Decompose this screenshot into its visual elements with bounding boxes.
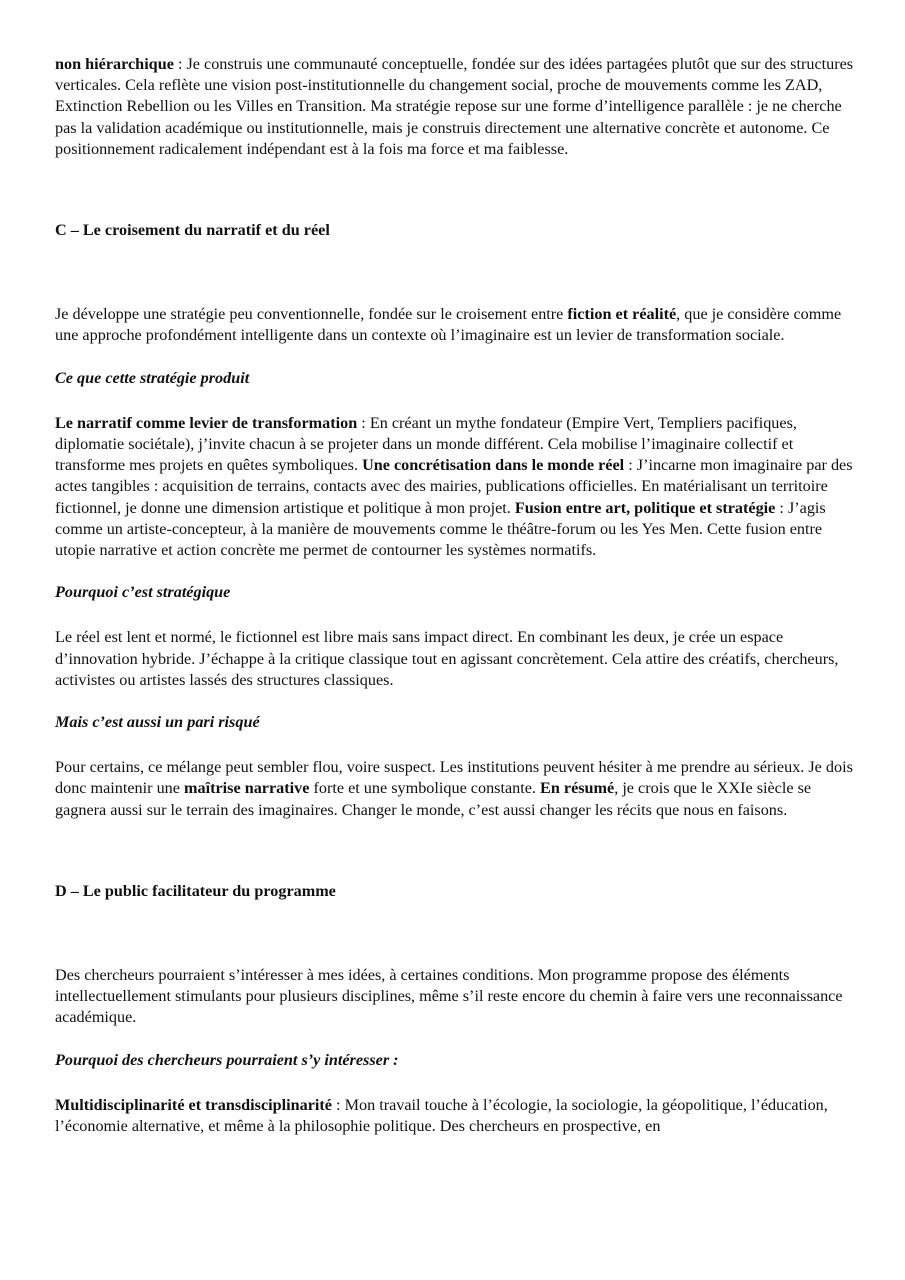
section-c-p4-bold-1: maîtrise narrative [184,779,310,798]
section-c-p4-text-1: Pour certains, ce mélange peut sembler flou, voire suspect. Les institutions peuvent hésiter à me prendre au sérieux. Je dois donc maintenir une [55,758,853,798]
document-page [55,54,855,1137]
section-c-p2-text-1: : En créant un mythe fondateur (Empire Vert, Templiers pacifiques, diplomatie sociétale), j’invite chacun à se projeter dans un monde différent. Cela mobilise l’imaginaire collectif et transforme mes projets en quêtes symboliques. [55,413,797,475]
section-d-subheading-1: Pourquoi des chercheurs pourraient s’y intéresser : [55,1050,399,1069]
section-c-p2-bold-1: Le narratif comme levier de transformation [55,413,358,432]
section-c-p4-text-3: , je crois que le XXIe siècle se gagnera aussi sur le terrain des imaginaires. Changer le monde, c’est aussi changer les récits que nous en faisons. [55,779,812,819]
section-c-p2-bold-2: Une concrétisation dans le monde réel [362,456,625,475]
section-c-paragraph-3: Le réel est lent et normé, le fictionnel est libre mais sans impact direct. En combinant les deux, je crée un espace d’innovation hybride. J’échappe à la critique classique tout en agissant concrètement. Cela attire des créatifs, chercheurs, activistes ou artistes lassés des structures classiques. [55,628,839,689]
section-d-paragraph-2 [55,1095,855,1137]
section-c-p1-bold: fiction et réalité [567,305,677,324]
section-c-p2-bold-3: Fusion entre art, politique et stratégie [514,498,776,517]
section-c-paragraph-2 [55,413,855,561]
section-d-p2-bold: Multidisciplinarité et transdisciplinarité [55,1095,332,1114]
intro-bold-lead: non hiérarchique [55,55,174,73]
section-c-paragraph-1 [55,304,855,346]
section-d-heading: D – Le public facilitateur du programme [55,881,336,900]
section-c-p2-text-2: : J’incarne mon imaginaire par des actes tangibles : acquisition de terrains, contacts avec des mairies, publications officielles. En matérialisant un territoire fictionnel, je donne une dimension artistique et politique à mon projet. [55,456,853,517]
section-c-p1-text-after: , que je considère comme une approche profondément intelligente dans un contexte où l’imaginaire est un levier de transformation sociale. [55,305,842,345]
section-c-heading: C – Le croisement du narratif et du réel [55,221,330,240]
section-c-p4-bold-2: En résumé [540,779,615,798]
section-c-subheading-2: Pourquoi c’est stratégique [55,583,231,602]
section-c-p2-text-3: : J’agis comme un artiste-concepteur, à la manière de mouvements comme le théâtre-forum ou les Yes Men. Cette fusion entre utopie narrative et action concrète me permet de contourner les systèmes normatifs. [55,498,826,560]
intro-text: : Je construis une communauté conceptuelle, fondée sur des idées partagées plutôt que sur des structures verticales. Cela reflète une vision post-institutionnelle du changement social, proche de mouvements comme les ZAD, Extinction Rebellion ou les Villes en Transition. Ma stratégie repose sur une forme d’intelligence parallèle : je ne cherche pas la validation académique ou institutionnelle, mais je construis directement une alternative concrète et autonome. Ce positionnement radicalement indépendant est à la fois ma force et ma faiblesse. [55,55,854,158]
section-c-p4-text-2: forte et une symbolique constante. [309,779,541,798]
intro-paragraph [55,54,855,160]
section-c-subheading-3: Mais c’est aussi un pari risqué [55,713,260,732]
section-c-subheading-1: Ce que cette stratégie produit [55,368,250,387]
section-d-paragraph-1: Des chercheurs pourraient s’intéresser à mes idées, à certaines conditions. Mon programme propose des éléments intellectuellement stimulants pour plusieurs disciplines, même s’il reste encore du chemin à faire vers une reconnaissance académique. [55,966,843,1027]
section-c-p1-text: Je développe une stratégie peu conventionnelle, fondée sur le croisement entre [55,305,568,324]
section-c-paragraph-4 [55,757,855,821]
section-d-p2-text: : Mon travail touche à l’écologie, la sociologie, la géopolitique, l’éducation, l’économie alternative, et même à la philosophie politique. Des chercheurs en prospective, en [55,1095,828,1136]
